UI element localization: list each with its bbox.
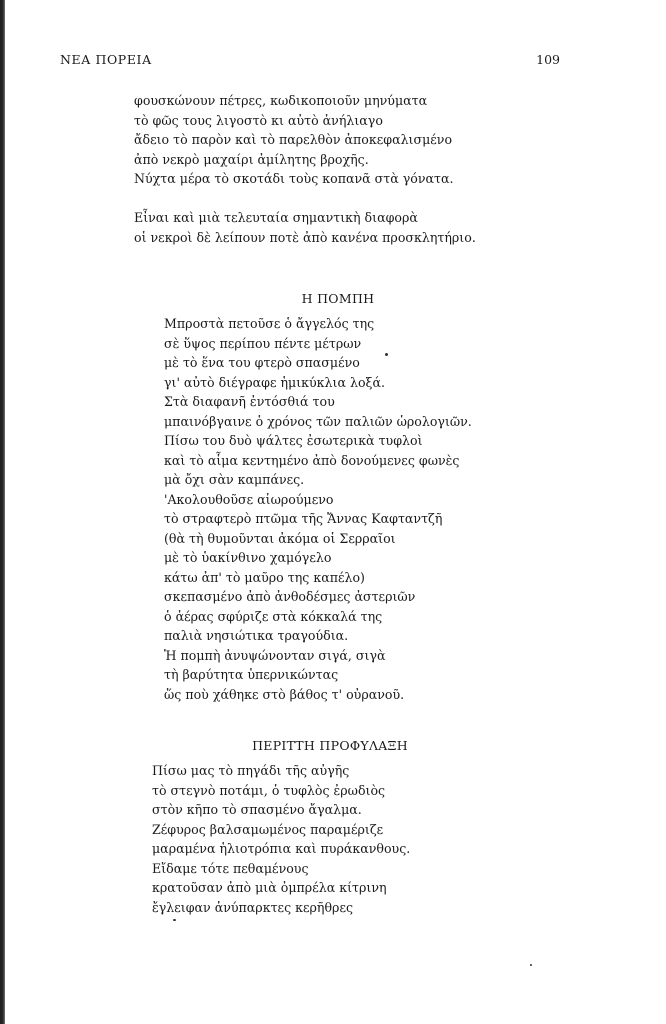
print-speck bbox=[173, 919, 176, 921]
verse-line: ἀπὸ νεκρὸ μαχαίρι ἀμίλητης βροχῆς. bbox=[134, 151, 369, 167]
stanza-2 bbox=[134, 208, 476, 247]
running-title: ΝΕΑ ΠΟΡΕΙΑ bbox=[60, 52, 152, 67]
verse-line: ὁ ἀέρας σφύριζε στὰ κόκκαλά της bbox=[164, 608, 383, 624]
verse-line: μαραμένα ἡλιοτρόπια καὶ πυράκανθους. bbox=[152, 841, 411, 856]
poem-1-body bbox=[164, 314, 472, 704]
poem-title: ΠΕΡΙΤΤΗ ΠΡΟΦΥΛΑΞΗ bbox=[252, 738, 408, 753]
verse-line: φουσκώνουν πέτρες, κωδικοποιοῦν μηνύματα bbox=[134, 93, 428, 108]
verse-line: καὶ τὸ αἷμα κεντημένο ἀπὸ δονούμενες φωνὲς bbox=[164, 452, 460, 468]
verse-line: οἱ νεκροὶ δὲ λείπουν ποτὲ ἀπὸ κανένα προσκλητήριο. bbox=[134, 229, 476, 245]
verse-line: ὥς ποὺ χάθηκε στὸ βάθος τ' οὐρανοῦ. bbox=[164, 686, 405, 702]
verse-line: τὴ βαρύτητα ὑπερνικώντας bbox=[164, 667, 339, 682]
verse-line: μὰ ὄχι σὰν καμπάνες. bbox=[164, 472, 305, 487]
verse-line: τὸ στραφτερὸ πτῶμα τῆς Ἄννας Καφταντζῆ bbox=[164, 511, 443, 526]
verse-line: κάτω ἀπ' τὸ μαῦρο της καπέλο) bbox=[164, 569, 365, 585]
print-speck bbox=[530, 964, 532, 966]
poem-2-body bbox=[152, 761, 410, 917]
verse-line: Νύχτα μέρα τὸ σκοτάδι τοὺς κοπανᾶ στὰ γόνατα. bbox=[134, 171, 454, 186]
verse-line: μπαινόβγαινε ὁ χρόνος τῶν παλιῶν ὡρολογιῶν. bbox=[164, 413, 472, 429]
verse-line: παλιὰ νησιώτικα τραγούδια. bbox=[164, 628, 349, 643]
verse-line: 'Ακολουθοῦσε αἰωρούμενο bbox=[164, 491, 334, 507]
print-speck bbox=[385, 353, 388, 356]
book-binding-edge bbox=[0, 0, 5, 1024]
verse-line: Πίσω μας τὸ πηγάδι τῆς αὐγῆς bbox=[152, 763, 350, 778]
verse-line: τὸ φῶς τους λιγοστὸ κι αὐτὸ ἀνήλιαγο bbox=[134, 112, 383, 128]
stanza-1 bbox=[134, 91, 453, 189]
verse-line: Ἡ πομπὴ ἀνυψώνονταν σιγά, σιγὰ bbox=[164, 647, 386, 663]
page-number: 109 bbox=[536, 52, 560, 67]
verse-line: Πίσω του δυὸ ψάλτες ἐσωτερικὰ τυφλοὶ bbox=[164, 433, 423, 448]
verse-line: ἔγλειφαν ἀνύπαρκτες κερῆθρες bbox=[152, 899, 354, 915]
verse-line: Εἶναι καὶ μιὰ τελευταία σημαντικὴ διαφορὰ bbox=[134, 210, 418, 225]
verse-line: μὲ τὸ ὑακίνθινο χαμόγελο bbox=[164, 550, 332, 565]
verse-line: Ζέφυρος βαλσαμωμένος παραμέριζε bbox=[152, 821, 384, 837]
verse-line: γι' αὐτὸ διέγραφε ἡμικύκλια λοξά. bbox=[164, 374, 385, 390]
verse-line: μὲ τὸ ἕνα του φτερὸ σπασμένο bbox=[164, 355, 360, 370]
verse-line: Στὰ διαφανῆ ἐντόσθιά του bbox=[164, 394, 335, 409]
verse-line: Εἴδαμε τότε πεθαμένους bbox=[152, 860, 309, 876]
verse-line: τὸ στεγνὸ ποτάμι, ὁ τυφλὸς ἐρωδιὸς bbox=[152, 782, 386, 798]
verse-line: σὲ ὕψος περίπου πέντε μέτρων bbox=[164, 335, 362, 351]
verse-line: Μπροστὰ πετοῦσε ὁ ἄγγελός της bbox=[164, 316, 375, 331]
verse-line: στὸν κῆπο τὸ σπασμένο ἄγαλμα. bbox=[152, 802, 362, 817]
poem-title: Η ΠΟΜΠΗ bbox=[301, 291, 375, 306]
verse-line: ἄδειο τὸ παρὸν καὶ τὸ παρελθὸν ἀποκεφαλισμένο bbox=[134, 132, 453, 147]
verse-line: κρατοῦσαν ἀπὸ μιὰ ὀμπρέλα κίτρινη bbox=[152, 880, 387, 895]
verse-line: σκεπασμένο ἀπὸ ἀνθοδέσμες ἀστεριῶν bbox=[164, 589, 416, 604]
verse-line: (θὰ τὴ θυμοῦνται ἀκόμα οἱ Σερραῖοι bbox=[164, 530, 396, 546]
